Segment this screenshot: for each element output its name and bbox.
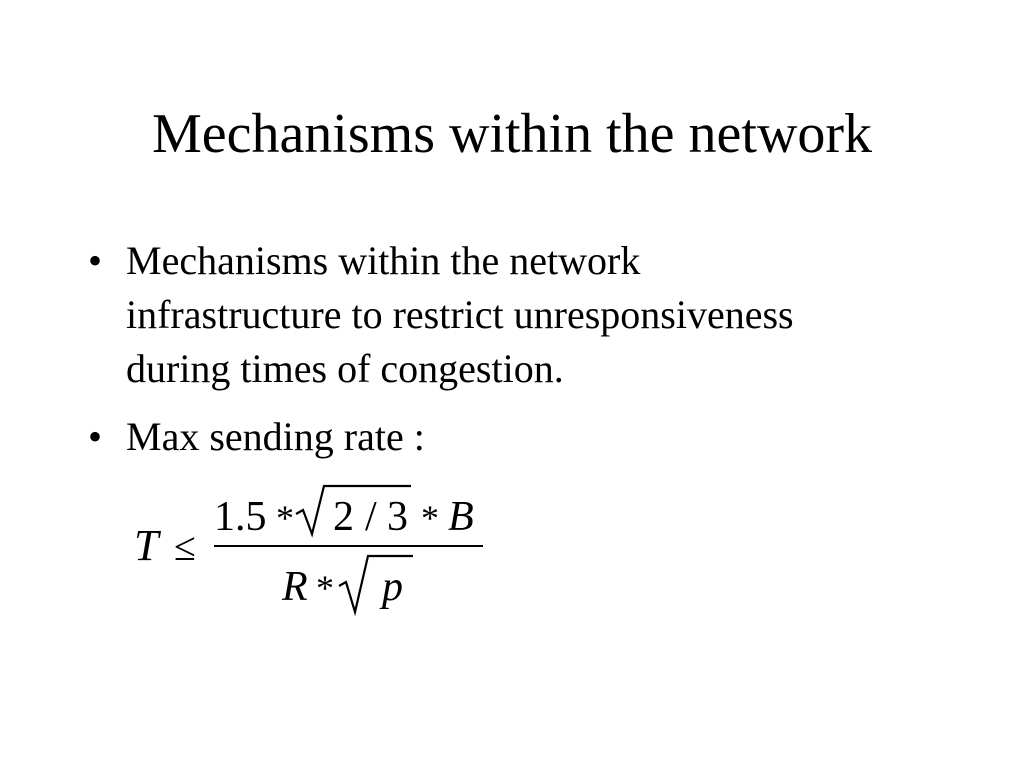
formula-num-var: B	[448, 494, 474, 540]
bullet-list	[88, 234, 918, 478]
bullet-line: during times of congestion.	[126, 346, 564, 391]
formula-sqrt-den: 3	[387, 494, 408, 540]
bullet-item	[88, 410, 918, 464]
formula-den-sqrt-var: p	[382, 564, 403, 610]
bullet-line: infrastructure to restrict unresponsiveness	[126, 292, 794, 337]
formula-op-2: *	[421, 498, 439, 538]
formula-lhs-var: T	[134, 521, 159, 570]
formula-num-coeff: 1.5	[214, 494, 267, 540]
formula-op-3: *	[316, 568, 334, 608]
bullet-line: Max sending rate :	[126, 414, 425, 459]
bullet-marker: •	[88, 238, 103, 283]
rate-formula	[128, 476, 498, 626]
formula-slash: /	[365, 494, 377, 540]
bullet-line: Mechanisms within the network	[126, 238, 641, 283]
formula-graphic	[128, 476, 498, 626]
formula-den-var: R	[282, 564, 308, 610]
formula-sqrt-num: 2	[333, 494, 354, 540]
bullet-marker: •	[88, 414, 103, 459]
bullet-item	[88, 234, 918, 396]
slide-title: Mechanisms within the network	[151, 103, 873, 165]
formula-op-1: *	[276, 498, 294, 538]
formula-relation: ≤	[174, 524, 196, 569]
